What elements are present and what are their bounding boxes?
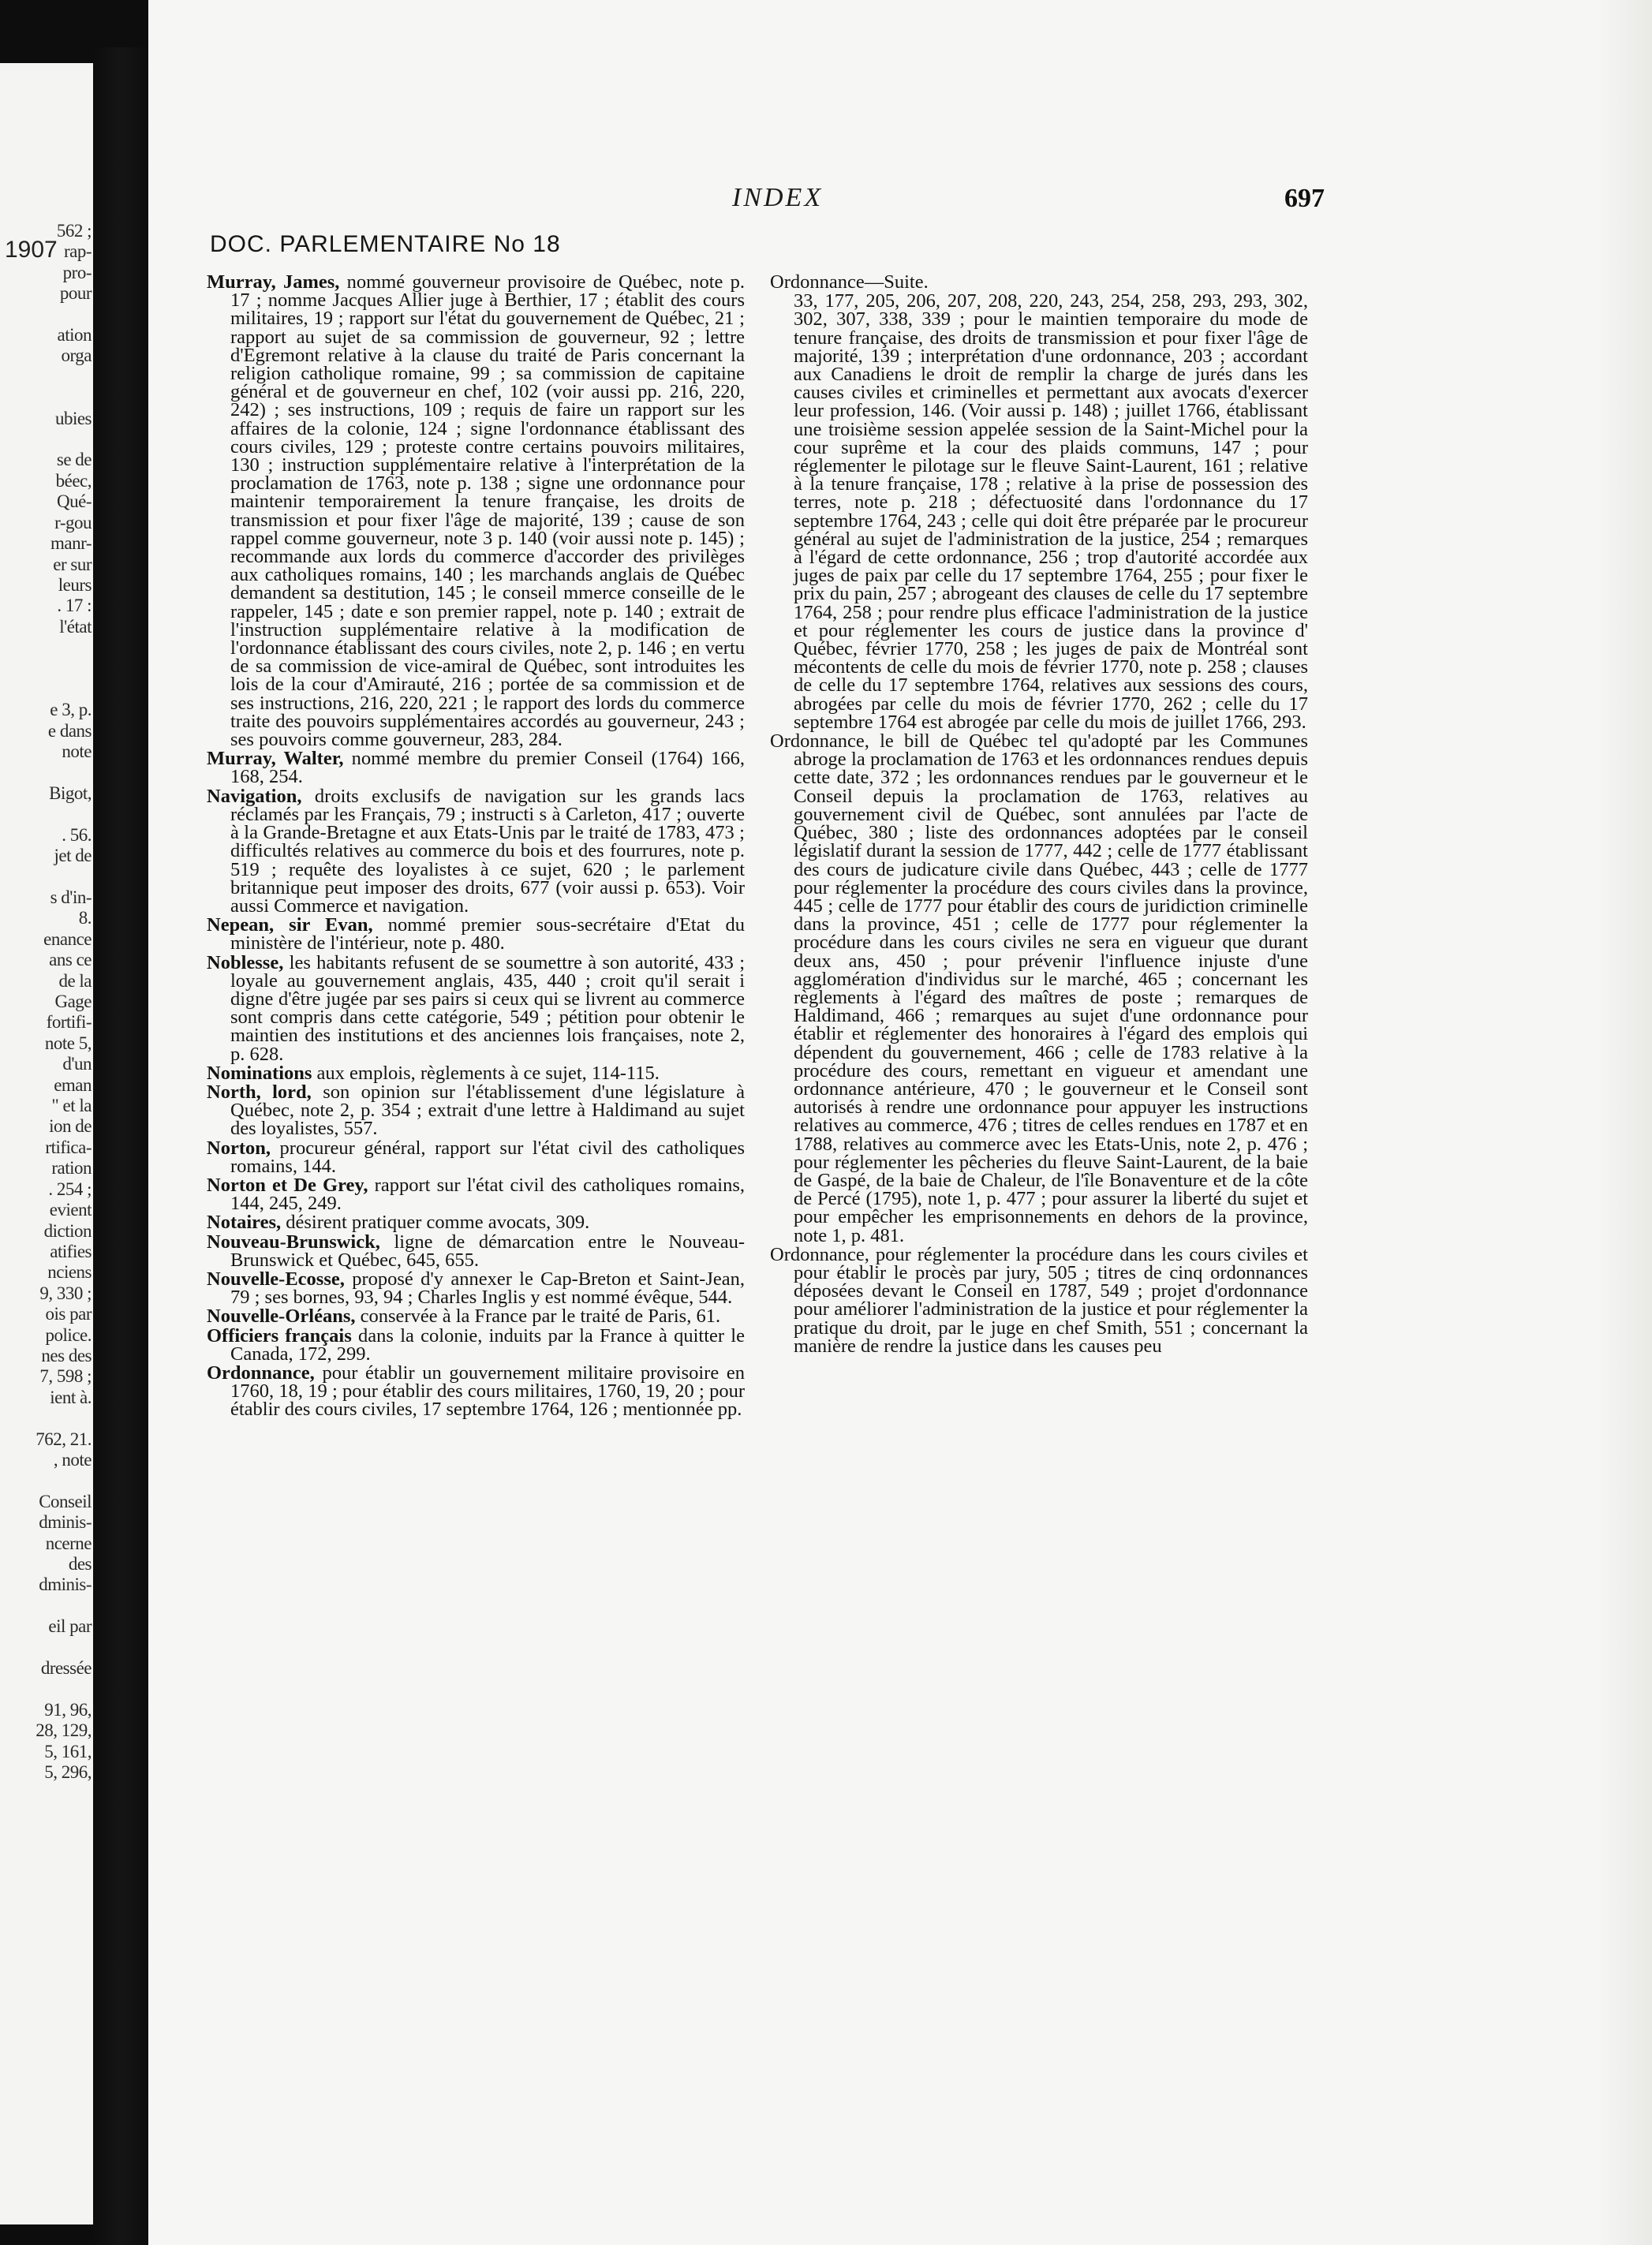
- index-entry: [207, 1233, 745, 1269]
- index-entry-heading: Nouveau-Brunswick,: [207, 1231, 380, 1253]
- index-entry-heading: Ordonnance,: [207, 1362, 315, 1384]
- facing-page-text: 562 ; rap- pro- pour ation orga ubies se de béec, Qué- r-gou manr- er sur leurs . 17 : l'état e 3, p. e dans note Bigot, . 56. jet de s d'in- 8. enance ans ce de la Gage fortifi- note 5, d'un eman " et la ion de rtifica- ration . 254 ; evient diction atifies nciens 9, 330 ; ois par police. nes des 7, 598 ; ient à. 762, 21. , note Conseil dminis- ncerne des dminis- eil par dressée 91, 96, 28, 129, 5, 161, 5, 296,: [36, 221, 92, 1783]
- index-entry-heading: North, lord,: [207, 1081, 312, 1103]
- index-entry: [207, 1083, 745, 1138]
- index-entry-heading: Navigation,: [207, 785, 302, 807]
- book-gutter: [93, 47, 148, 2245]
- index-entry-text: rapport sur l'état civil des catholiques romains, 144, 245, 249.: [230, 1174, 745, 1215]
- index-entry-heading: Notaires,: [207, 1212, 282, 1234]
- index-entry: [207, 1324, 745, 1365]
- index-entry-heading: Nominations: [207, 1062, 312, 1084]
- index-entry-text: nommé premier sous-secrétaire d'Etat du ministère de l'intérieur, note p. 480.: [230, 914, 745, 954]
- facing-page-fragment: [0, 63, 93, 2224]
- index-entry-heading: Norton,: [207, 1137, 271, 1159]
- index-entry: [207, 951, 745, 1065]
- index-entry-text: Ordonnance, pour réglementer la procédure dans les cours civiles et pour établir le procès par jury, 505 ; titres de cinq ordonnances déposées devant le Conseil en 1787, 549 ; projet d'ordonnance pour améliorer l'administration de la justice et pour réglementer la pratique du droit, par le juge en chef Smith, 551 ; concernant la manière de rendre la justice dans les causes peu: [770, 1243, 1308, 1357]
- index-entry-text: procureur général, rapport sur l'état civil des catholiques romains, 144.: [230, 1137, 745, 1177]
- index-entry-text: pour établir un gouvernement militaire provisoire en 1760, 18, 19 ; pour établir des cours militaires, 1760, 19, 20 ; pour établir des cours civiles, 17 septembre 1764, 126 ; mentionnée pp.: [230, 1362, 745, 1421]
- index-entry-heading: Nepean, sir Evan,: [207, 914, 373, 936]
- index-entry: [207, 1306, 745, 1328]
- index-entry-text: dans la colonie, induits par la France à quitter le Canada, 172, 299.: [230, 1324, 745, 1365]
- index-entry: [207, 1364, 745, 1419]
- document-title: DOC. PARLEMENTAIRE No 18: [210, 231, 561, 257]
- index-entry: [770, 732, 1308, 1245]
- index-entry-text: aux emplois, règlements à ce sujet, 114-115.: [312, 1062, 660, 1084]
- index-entry: [207, 273, 745, 749]
- index-entry-text: son opinion sur l'établissement d'une législature à Québec, note 2, p. 354 ; extrait d'une lettre à Haldimand au sujet des loyalistes, 557.: [230, 1081, 745, 1140]
- index-entry-text: nommé gouverneur provisoire de Québec, note p. 17 ; nomme Jacques Allier juge à Berthier, 17 ; établit des cours militaires, 19 ; rapport sur l'état du gouvernement de Québec, 21 ; rapport au sujet de sa commission de gouverneur, 92 ; lettre d'Egremont relative à la clause du traité de Paris concernant la religion catholique romaine, 99 ; sa commission de capitaine général et de gouverneur en chef, 102 (voir aussi pp. 216, 220, 242) ; ses instructions, 109 ; requis de faire un rapport sur les affaires de la colonie, 124 ; signe l'ordonnance établissant des cours civiles, 129 ; proteste contre certains pouvoirs militaires, 130 ; instruction supplémentaire relative à l'interprétation de la proclamation de 1763, note p. 138 ; signe une ordonnance pour maintenir temporairement la tenure française, les droits de transmission et pour fixer l'âge de majorité, 139 ; cause de son rappel comme gouverneur, note 3 p. 140 (voir aussi note p. 145) ; recommande aux lords du commerce d'accorder des privilèges aux catholiques romains, 140 ; les marchands anglais de Québec demandent sa destitution, 145 ; le conseil mmerce conseille de le rappeler, 145 ; date e son premier rappel, note p. 140 ; extrait de l'instruction supplémentaire relative à la modification de l'ordonnance établissant des cours civiles, note 2, p. 146 ; en vertu de sa commission de vice-amiral de Québec, sont introduites les lois de la cour d'Amirauté, 216 ; portée de sa commission et de ses instructions, 216, 220, 221 ; le rapport des lords du commerce traite des pouvoirs supplémentaires accordés au gouverneur, 243 ; ses pouvoirs comme gouverneur, 283, 284.: [230, 271, 745, 751]
- index-entry-text: les habitants refusent de se soumettre à son autorité, 433 ; loyale au gouvernement anglais, 435, 440 ; croit qu'il serait i digne d'être jugée par ses pairs si ceux qui se livrent au commerce sont compris dans cette catégorie, 549 ; pétition pour obtenir le maintien des institutions et des anciennes lois françaises, note 2, p. 628.: [230, 951, 745, 1065]
- index-entry-heading: Noblesse,: [207, 951, 284, 973]
- index-column-right: [770, 273, 1308, 1356]
- index-entry-text: nommé membre du premier Conseil (1764) 166, 168, 254.: [230, 748, 745, 788]
- index-entry: [207, 916, 745, 952]
- index-entry-text: ligne de démarcation entre le Nouveau-Brunswick et Québec, 645, 655.: [230, 1231, 745, 1271]
- index-entry: [770, 273, 1308, 291]
- index-entry-text: 33, 177, 205, 206, 207, 208, 220, 243, 254, 258, 293, 293, 302, 302, 307, 338, 339 ; pour le maintien temporaire du mode de tenure française, des droits de transmission et pour fixer l'âge de majorité, 139 ; interprétation d'une ordonnance, 203 ; accordant aux Canadiens le droit de remplir la charge de jurés dans les causes civiles et criminelles et permettant aux avocats d'exercer leur profession, 146. (Voir aussi p. 148) ; juillet 1766, établissant une troisième session appelée session de la Saint-Michel pour la cour suprême et la cour des plaids communs, 147 ; pour réglementer le pilotage sur le fleuve Saint-Laurent, 161 ; relative à la tenure française, 178 ; relative à la prise de possession des terres, note p. 218 ; défectuosité dans l'ordonnance du 17 septembre 1764, 243 ; celle qui doit être préparée par le procureur général au sujet de l'administration de la justice, 254 ; remarques à l'égard de cette ordonnance, 256 ; trop d'autorité accordée aux juges de paix par celle du 17 septembre 1764, 255 ; pour fixer le prix du pain, 257 ; abrogeant des clauses de celle du 17 septembre 1764, 258 ; pour rendre plus efficace l'administration de la justice et pour réglementer les cours de justice dans la province d' Québec, février 1770, 258 ; les juges de paix de Montréal sont mécontents de celle du mois de février 1770, note p. 258 ; clauses de celle du 17 septembre 1764, relatives aux sessions des cours, abrogées par celle du mois de février 1770, 262 ; celle du 17 septembre 1764 est abrogée par celle du mois de juillet 1766, 293.: [794, 290, 1308, 733]
- index-entry-heading: Nouvelle-Ecosse,: [207, 1268, 345, 1290]
- index-entry: [770, 292, 1308, 731]
- index-entry-text: proposé d'y annexer le Cap-Breton et Saint-Jean, 79 ; ses bornes, 93, 94 ; Charles Inglis y est nommé évêque, 544.: [230, 1268, 745, 1309]
- index-entry: [207, 1064, 745, 1082]
- index-entry: [207, 787, 745, 915]
- index-entry-text: Ordonnance—Suite.: [770, 271, 929, 293]
- index-column-left: [207, 273, 745, 1420]
- page-number: 697: [1284, 184, 1325, 213]
- index-entry: [207, 1139, 745, 1175]
- page-edge-shadow: [1597, 0, 1652, 2245]
- index-entry-heading: Murray, Walter,: [207, 748, 344, 770]
- running-head: INDEX: [732, 183, 824, 212]
- index-entry-text: conservée à la France par le traité de Paris, 61.: [355, 1306, 721, 1328]
- index-entry: [207, 1212, 745, 1234]
- index-entry-text: Ordonnance, le bill de Québec tel qu'adopté par les Communes abroge la proclamation de 1763 et les ordonnances rendues depuis cette date, 372 ; les ordonnances rendues par le gouverneur et le Conseil depuis la proclamation de 1763, relatives au gouvernement civil de Québec, sont annulées par l'acte de Québec, 380 ; liste des ordonnances adoptées par le conseil législatif durant la session de 1777, 442 ; celle de 1777 établissant des cours de judicature civile dans Québec, 443 ; celle de 1777 pour réglementer la procédure des cours civiles dans la province, 445 ; celle de 1777 pour établir des cours de juridiction criminelle dans la province, 451 ; celle de 1777 pour réglementer la procédure dans les cours civiles ne sera en vigueur que durant deux ans, 450 ; pour prévenir l'influence injuste d'une agglomération d'individus sur le marché, 465 ; concernant les règlements à l'égard des maîtres de poste ; remarques de Haldimand, 466 ; remarques au sujet d'une ordonnance pour établir et réglementer des honoraires à l'égard des emplois qui dépendent du gouvernement, 466 ; celle de 1783 relative à la procédure des cours, remettant en vigueur et amendant une ordonnance antérieure, 470 ; le gouverneur et le Conseil sont autorisés à rendre une ordonnance pour appuyer les instructions relatives au commerce, 476 ; titres de celles rendues en 1787 et en 1788, relatives au commerce avec les Etats-Unis, note 2, p. 476 ; pour réglementer les pêcheries du fleuve Saint-Laurent, de la baie de Gaspé, de la baie de Chaleur, de l'île Bonaventure et de la côte de Percé (1795), note 1, p. 477 ; pour assurer la liberté du sujet et pour empêcher les emprisonnements en dehors de la province, note 1, p. 481.: [770, 730, 1308, 1246]
- index-page: [148, 0, 1652, 2245]
- index-entry: [207, 1174, 745, 1215]
- index-entry-heading: Norton et De Grey,: [207, 1174, 368, 1196]
- index-entry: [770, 1243, 1308, 1357]
- index-entry-heading: Murray, James,: [207, 271, 340, 293]
- index-entry: [207, 1268, 745, 1309]
- index-entry: [207, 749, 745, 786]
- index-entry-text: désirent pratiquer comme avocats, 309.: [281, 1212, 590, 1234]
- index-entry-heading: Officiers français: [207, 1324, 352, 1347]
- index-entry-heading: Nouvelle-Orléans,: [207, 1306, 356, 1328]
- index-entry-text: droits exclusifs de navigation sur les grands lacs réclamés par les Français, 79 ; instructi s à Carleton, 417 ; ouverte à la Grande-Bretagne et aux Etats-Unis par le traité de 1783, 473 ; difficultés relatives au commerce du bois et des fourrures, note p. 519 ; requête des loyalistes à ce sujet, 620 ; le parlement britannique peut imposer des droits, 677 (voir aussi p. 653). Voir aussi Commerce et navigation.: [230, 785, 745, 917]
- facing-page-year: 1907: [5, 237, 58, 263]
